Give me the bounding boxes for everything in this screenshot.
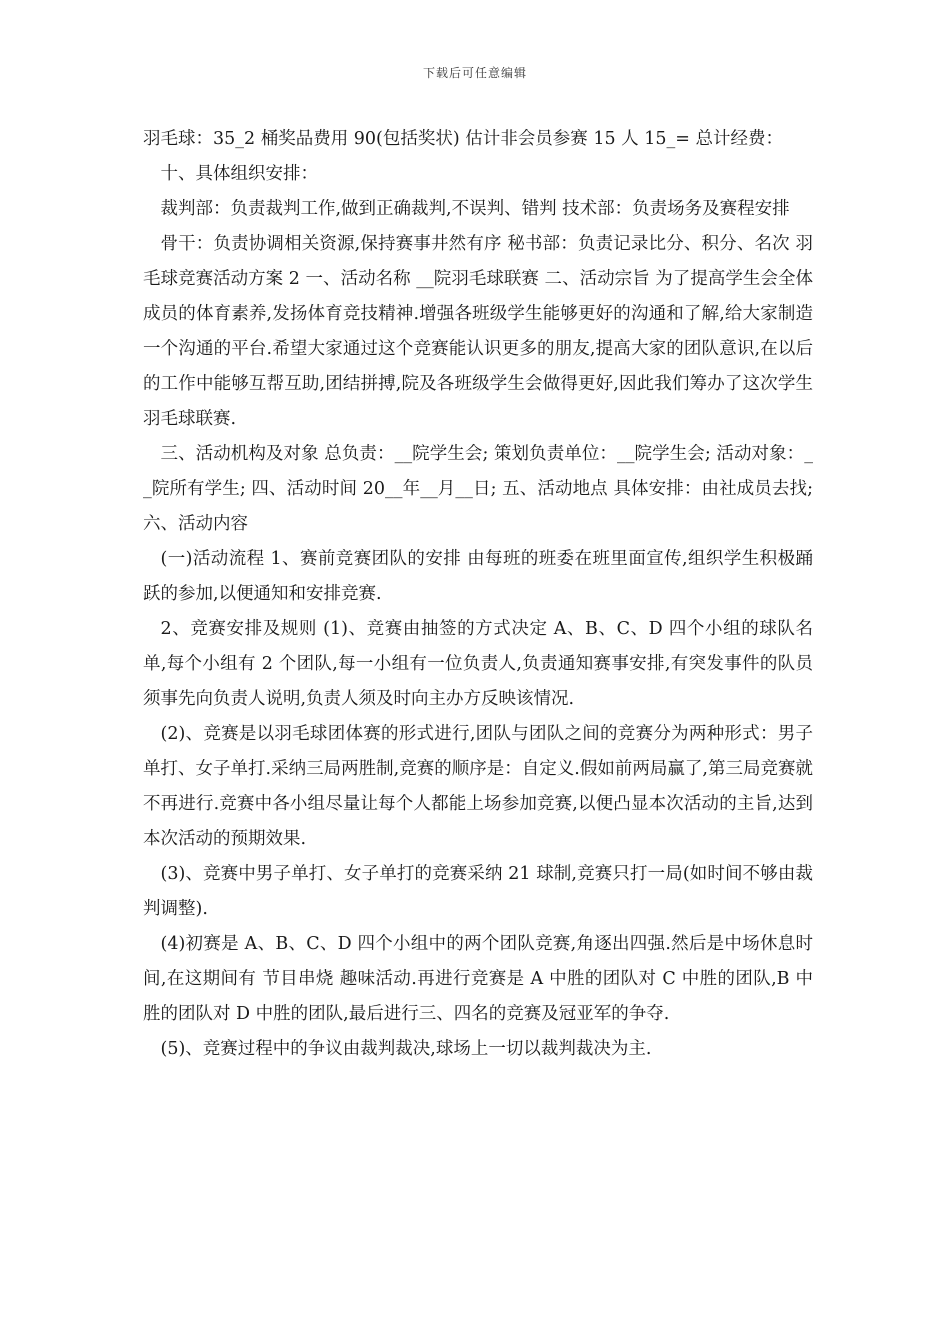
paragraph-rules-2: (2)、竞赛是以羽毛球团体赛的形式进行,团队与团队之间的竞赛分为两种形式：男子单打、女子单打.采纳三局两胜制,竞赛的顺序是：自定义.假如前两局赢了,第三局竞赛就不再进行.竞赛中各小组尽量让每个人都能上场参加竞赛,以便凸显本次活动的主旨,达到本次活动的预期效果. — [143, 724, 813, 849]
paragraph-activity-flow: (一)活动流程 1、赛前竞赛团队的安排 由每班的班委在班里面宣传,组织学生积极踊跃的参加,以便通知和安排竞赛. — [143, 549, 813, 604]
paragraph-rules-3: (3)、竞赛中男子单打、女子单打的竞赛采纳 21 球制,竞赛只打一局(如时间不够由裁判调整). — [143, 864, 813, 919]
paragraph-section-ten-heading: 十、具体组织安排： — [160, 164, 318, 184]
page-header: 下载后可任意编辑 — [422, 66, 527, 80]
paragraph-referee-dept: 裁判部：负责裁判工作,做到正确裁判,不误判、错判 技术部：负责场务及赛程安排 — [160, 199, 790, 219]
paragraph-backbone-purpose: 骨干：负责协调相关资源,保持赛事井然有序 秘书部：负责记录比分、积分、名次 羽毛球竞赛活动方案 2 一、活动名称 __院羽毛球联赛 二、活动宗旨 为了提高学生会全体成员的体育素养,发扬体育竞技精神.增强各班级学生能够更好的沟通和了解,给大家制造一个沟通的平台.希望大家通过这个竞赛能认识更多的朋友,提高大家的团队意识,在以后的工作中能够互帮互助,团结拼搏,院及各班级学生会做得更好,因此我们筹办了这次学生羽毛球联赛. — [143, 234, 813, 429]
paragraph-rules-1: 2、竞赛安排及规则 (1)、竞赛由抽签的方式决定 A、B、C、D 四个小组的球队名单,每个小组有 2 个团队,每一小组有一位负责人,负责通知赛事安排,有突发事件的队员须事先向负责人说明,负责人须及时向主办方反映该情况. — [143, 619, 813, 709]
paragraph-rules-5: (5)、竞赛过程中的争议由裁判裁决,球场上一切以裁判裁决为主. — [160, 1039, 652, 1059]
paragraph-rules-4: (4)初赛是 A、B、C、D 四个小组中的两个团队竞赛,角逐出四强.然后是中场休息时间,在这期间有 节目串烧 趣味活动.再进行竞赛是 A 中胜的团队对 C 中胜的团队,B 中胜的团队对 D 中胜的团队,最后进行三、四名的竞赛及冠亚军的争夺. — [143, 934, 813, 1024]
paragraph-organization: 三、活动机构及对象 总负责：__院学生会; 策划负责单位：__院学生会; 活动对象：__院所有学生; 四、活动时间 20__年__月__日; 五、活动地点 具体安排：由社成员去找; 六、活动内容 — [143, 444, 813, 534]
paragraph-budget: 羽毛球：35_2 桶奖品费用 90(包括奖状) 估计非会员参赛 15 人 15_= 总计经费： — [143, 129, 783, 149]
document-body — [143, 122, 813, 1067]
